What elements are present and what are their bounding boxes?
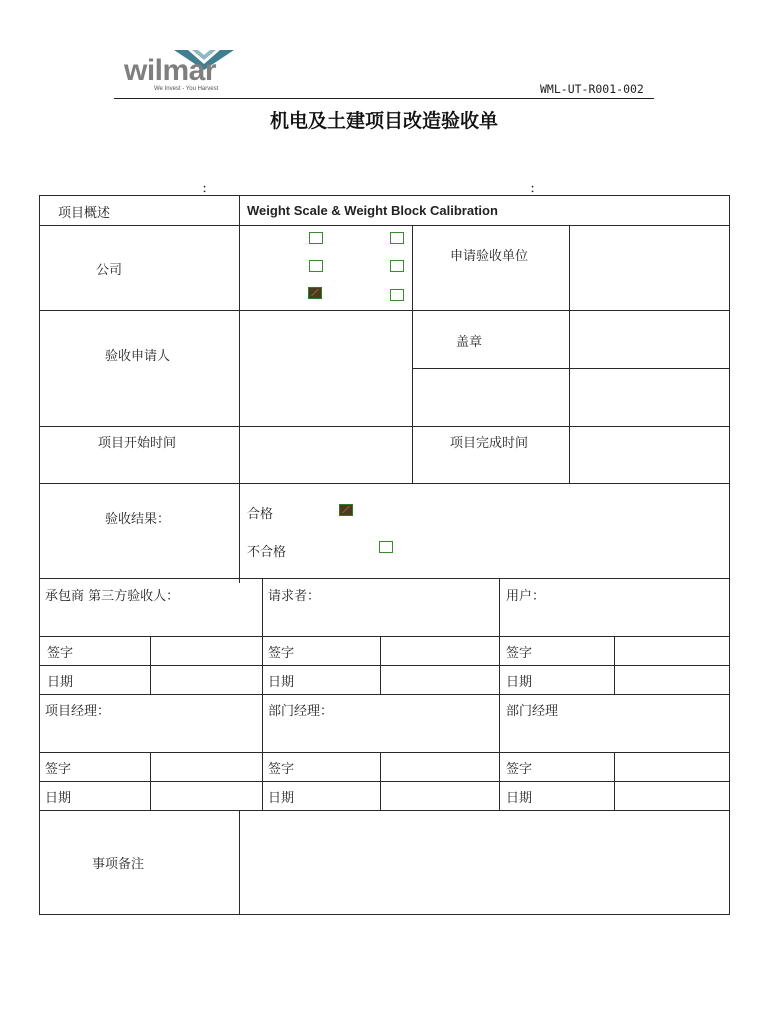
project-overview-value[interactable]: Weight Scale & Weight Block Calibration	[247, 203, 498, 218]
wilmar-logo	[122, 48, 242, 96]
company-checkbox-checked[interactable]	[308, 287, 322, 299]
dept-manager-label-2: 部门经理	[506, 704, 559, 719]
requester-label: 请求者：	[268, 589, 321, 604]
logo-tagline: We Invest - You Harvest	[154, 86, 219, 92]
row-divider	[39, 578, 729, 579]
company-checkbox[interactable]	[390, 260, 404, 272]
column-divider	[614, 752, 615, 810]
sign-label: 签字	[45, 762, 72, 777]
result-label: 验收结果：	[105, 512, 171, 527]
date-label: 日期	[268, 675, 295, 690]
column-divider	[150, 636, 151, 694]
row-divider	[39, 426, 729, 427]
company-checkbox[interactable]	[309, 232, 323, 244]
column-divider	[499, 578, 500, 810]
dept-manager-label: 部门经理：	[268, 704, 334, 719]
row-divider	[39, 225, 729, 226]
contractor-label: 承包商 第三方验收人：	[45, 589, 180, 604]
company-checkbox[interactable]	[390, 232, 404, 244]
result-fail-checkbox[interactable]	[379, 541, 393, 553]
page-title: 机电及土建项目改造验收单	[269, 110, 498, 132]
table-border-top	[39, 195, 729, 196]
company-checkbox[interactable]	[390, 289, 404, 301]
document-code: WML-UT-R001-002	[540, 82, 644, 96]
column-divider	[150, 752, 151, 810]
table-border-right	[729, 195, 730, 915]
company-label: 公司	[96, 263, 123, 278]
table-border-left	[39, 195, 40, 915]
column-divider	[412, 225, 413, 483]
user-label: 用户：	[506, 589, 546, 604]
row-divider	[39, 752, 729, 753]
result-pass-checkbox[interactable]	[339, 504, 353, 516]
logo-wordmark: wilmar	[124, 54, 217, 87]
header-divider	[114, 98, 654, 99]
column-divider	[614, 636, 615, 694]
date-label: 日期	[506, 791, 533, 806]
sign-label: 签字	[506, 646, 533, 661]
company-checkbox[interactable]	[309, 260, 323, 272]
column-divider	[380, 752, 381, 810]
column-divider	[380, 636, 381, 694]
remarks-label: 事项备注	[92, 857, 145, 872]
row-divider	[39, 665, 729, 666]
applicant-label: 验收申请人	[105, 349, 171, 364]
colon-mark-left: ：	[202, 182, 213, 195]
applying-unit-label: 申请验收单位	[450, 249, 529, 264]
date-label: 日期	[45, 791, 72, 806]
row-divider	[39, 310, 729, 311]
column-divider	[569, 225, 570, 483]
finish-time-label: 项目完成时间	[450, 436, 529, 451]
sign-label: 签字	[506, 762, 533, 777]
sign-label: 签字	[47, 646, 74, 661]
row-divider	[39, 694, 729, 695]
result-pass-label: 合格	[247, 507, 274, 522]
seal-label: 盖章	[456, 335, 483, 350]
sign-label: 签字	[268, 646, 295, 661]
row-divider	[39, 483, 729, 484]
sign-label: 签字	[268, 762, 295, 777]
project-overview-label: 项目概述	[58, 206, 111, 221]
date-label: 日期	[268, 791, 295, 806]
row-divider	[39, 636, 729, 637]
date-label: 日期	[506, 675, 533, 690]
column-divider	[262, 578, 263, 810]
row-divider	[39, 781, 729, 782]
column-divider	[239, 195, 240, 226]
table-border-bottom	[39, 914, 729, 915]
remarks-field[interactable]	[240, 811, 728, 913]
start-time-label: 项目开始时间	[98, 436, 177, 451]
row-divider	[412, 368, 729, 369]
project-manager-label: 项目经理：	[45, 704, 111, 719]
result-fail-label: 不合格	[247, 545, 287, 560]
date-label: 日期	[47, 675, 74, 690]
column-divider	[239, 225, 240, 583]
colon-mark-right: ：	[530, 182, 541, 195]
